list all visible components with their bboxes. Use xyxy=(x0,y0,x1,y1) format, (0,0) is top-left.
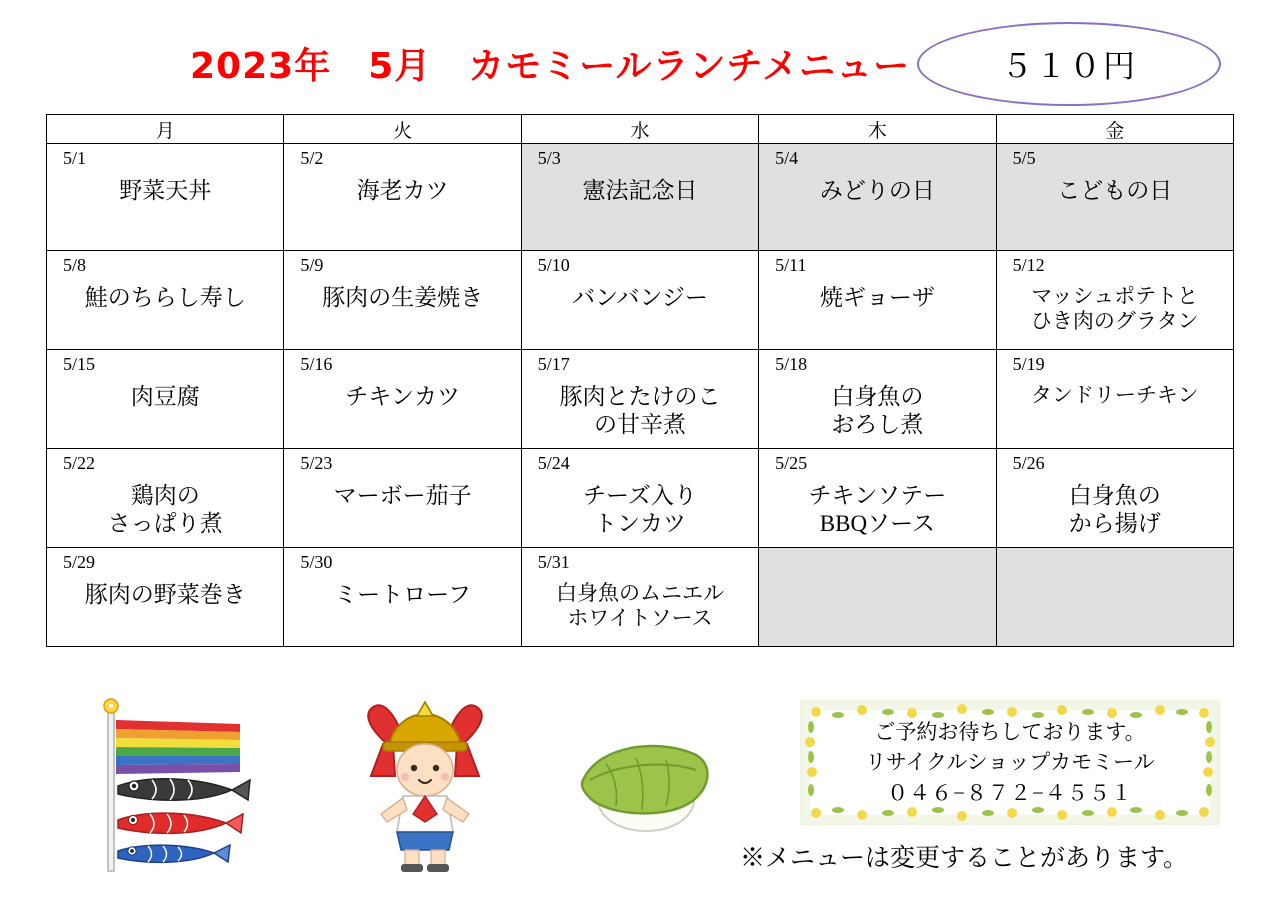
menu-cell-dish: チキンカツ xyxy=(345,383,460,409)
menu-cell-dish: 肉豆腐 xyxy=(130,383,200,409)
contact-reservation-text: ご予約お待ちしております。 xyxy=(874,719,1146,744)
carp-streamer-icon xyxy=(90,698,260,878)
menu-cell-date: 5/19 xyxy=(1012,354,1045,374)
menu-cell-dish: チキンソテー BBQソース xyxy=(808,482,947,536)
menu-cell-date: 5/15 xyxy=(63,354,96,374)
menu-cell-dish: マーボー茄子 xyxy=(333,482,472,508)
menu-cell xyxy=(47,251,284,350)
menu-cell-date: 5/23 xyxy=(300,453,333,473)
menu-change-note: ※メニューは変更することがあります。 xyxy=(740,845,1189,872)
menu-cell xyxy=(47,144,284,251)
menu-cell-date: 5/10 xyxy=(537,255,570,275)
menu-cell xyxy=(759,350,996,449)
menu-cell-date: 5/4 xyxy=(775,148,799,168)
menu-cell xyxy=(996,251,1233,350)
menu-cell xyxy=(284,251,521,350)
kashiwa-mochi-icon xyxy=(560,720,730,850)
menu-cell xyxy=(759,144,996,251)
menu-cell-date: 5/26 xyxy=(1012,453,1045,473)
weekday-header-wed: 水 xyxy=(521,115,758,144)
menu-cell xyxy=(996,144,1233,251)
weekday-header-fri: 金 xyxy=(996,115,1233,144)
menu-cell-date: 5/11 xyxy=(775,255,807,275)
menu-cell-dish: 豚肉の生姜焼き xyxy=(322,284,484,310)
menu-cell-dish: 豚肉の野菜巻き xyxy=(84,581,246,607)
menu-cell-date: 5/31 xyxy=(537,552,570,572)
menu-cell-dish: みどりの日 xyxy=(819,177,935,203)
menu-cell-date: 5/2 xyxy=(300,148,324,168)
header xyxy=(0,0,1280,110)
table-row xyxy=(47,350,1234,449)
menu-cell-date: 5/24 xyxy=(537,453,570,473)
menu-cell-dish: チーズ入り トンカツ xyxy=(583,482,697,536)
menu-cell-dish: 野菜天丼 xyxy=(119,177,212,203)
menu-cell xyxy=(521,548,758,647)
samurai-boy-icon xyxy=(335,698,515,873)
table-row xyxy=(47,144,1234,251)
weekday-header-thu: 木 xyxy=(759,115,996,144)
menu-cell-date: 5/18 xyxy=(775,354,808,374)
menu-cell-date: 5/25 xyxy=(775,453,808,473)
menu-cell-date: 5/8 xyxy=(63,255,87,275)
menu-cell-dish: バンバンジー xyxy=(572,284,708,310)
menu-table xyxy=(46,114,1234,647)
table-header-row xyxy=(47,115,1234,144)
weekday-header-tue: 火 xyxy=(284,115,521,144)
menu-cell xyxy=(521,251,758,350)
menu-cell xyxy=(521,449,758,548)
page-title: 2023年 5月 カモミールランチメニュー xyxy=(190,46,911,87)
menu-cell-date: 5/30 xyxy=(300,552,333,572)
menu-table-body xyxy=(47,144,1234,647)
menu-cell xyxy=(47,548,284,647)
table-row xyxy=(47,449,1234,548)
menu-cell-dish: マッシュポテトと ひき肉のグラタン xyxy=(1030,283,1199,334)
menu-cell-dish: タンドリーチキン xyxy=(1030,382,1199,407)
table-row xyxy=(47,251,1234,350)
menu-cell-dish: こどもの日 xyxy=(1057,177,1173,203)
menu-cell xyxy=(759,251,996,350)
menu-cell-dish: 白身魚のムニエル ホワイトソース xyxy=(555,580,724,631)
contact-phone-number: ０４６−８７２−４５５１ xyxy=(887,780,1133,805)
menu-cell-date: 5/29 xyxy=(63,552,96,572)
menu-cell-dish: 憲法記念日 xyxy=(582,177,698,203)
table-row xyxy=(47,548,1234,647)
menu-cell-date: 5/17 xyxy=(537,354,570,374)
menu-cell-date: 5/12 xyxy=(1012,255,1045,275)
contact-shop-name: リサイクルショップカモミール xyxy=(865,750,1155,775)
menu-cell xyxy=(759,449,996,548)
menu-cell-dish: 鮭のちらし寿し xyxy=(84,284,246,310)
footer-area xyxy=(0,690,1280,905)
menu-cell xyxy=(521,144,758,251)
menu-cell-date: 5/22 xyxy=(63,453,96,473)
menu-cell-date: 5/1 xyxy=(63,148,87,168)
menu-cell-date: 5/3 xyxy=(537,148,561,168)
menu-cell xyxy=(284,548,521,647)
menu-cell-date: 5/9 xyxy=(300,255,324,275)
menu-cell xyxy=(47,350,284,449)
menu-cell-date: 5/16 xyxy=(300,354,333,374)
weekday-header-mon: 月 xyxy=(47,115,284,144)
menu-cell xyxy=(284,350,521,449)
menu-cell-empty xyxy=(759,548,996,647)
menu-cell xyxy=(284,449,521,548)
menu-cell xyxy=(996,449,1233,548)
menu-cell xyxy=(284,144,521,251)
menu-cell-dish: 海老カツ xyxy=(356,177,449,203)
contact-box xyxy=(800,700,1220,825)
menu-cell-dish: 白身魚の おろし煮 xyxy=(831,383,924,437)
menu-cell-dish: 豚肉とたけのこ の甘辛煮 xyxy=(559,383,721,437)
price-label: ５１０円 xyxy=(1000,48,1137,84)
menu-cell xyxy=(996,350,1233,449)
menu-cell-date: 5/5 xyxy=(1012,148,1036,168)
menu-cell-empty xyxy=(996,548,1233,647)
menu-cell-dish: 鶏肉の さっぱり煮 xyxy=(107,482,223,536)
price-badge xyxy=(917,22,1221,106)
menu-cell-dish: ミートローフ xyxy=(334,581,472,607)
menu-cell-dish: 焼ギョーザ xyxy=(819,284,935,310)
menu-cell xyxy=(521,350,758,449)
menu-cell-dish: 白身魚の から揚げ xyxy=(1068,482,1161,536)
menu-cell xyxy=(47,449,284,548)
